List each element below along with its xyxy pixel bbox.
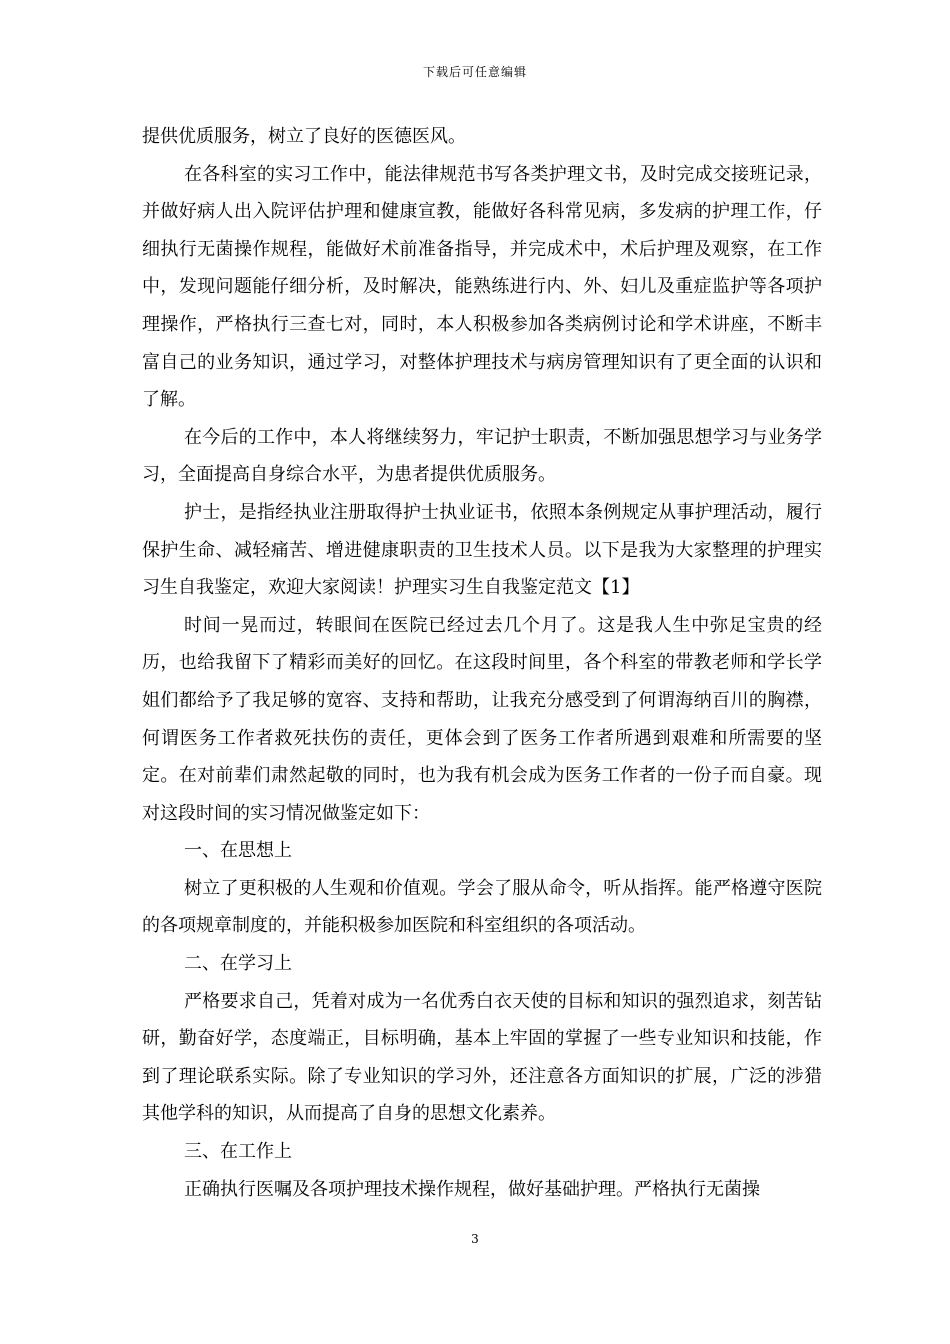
paragraph-future-work: 在今后的工作中，本人将继续努力，牢记护士职责，不断加强思想学习与业务学习，全面提高自身综合水平，为患者提供优质服务。 bbox=[142, 426, 822, 486]
page-header: 下载后可任意编辑 bbox=[422, 65, 527, 79]
paragraph-time-flies: 时间一晃而过，转眼间在医院已经过去几个月了。这是我人生中弥足宝贵的经历，也给我留下了精彩而美好的回忆。在这段时间里，各个科室的带教老师和学长学姐们都给予了我足够的宽容、支持和帮助，让我充分感受到了何谓海纳百川的胸襟，何谓医务工作者救死扶伤的责任，更体会到了医务工作者所遇到艰难和所需要的坚定。在对前辈们肃然起敬的同时，也为我有机会成为医务工作者的一份子而自豪。现对这段时间的实习情况做鉴定如下： bbox=[142, 614, 822, 824]
paragraph-work: 正确执行医嘱及各项护理技术操作规程，做好基础护理。严格执行无菌操 bbox=[184, 1178, 760, 1200]
page-number: 3 bbox=[471, 1232, 479, 1246]
paragraph-internship-work: 在各科室的实习工作中，能法律规范书写各类护理文书，及时完成交接班记录，并做好病人出入院评估护理和健康宣教，能做好各科常见病，多发病的护理工作，仔细执行无菌操作规程，能做好术前准备指导，并完成术中，术后护理及观察，在工作中，发现问题能仔细分析，及时解决，能熟练进行内、外、妇儿及重症监护等各项护理操作，严格执行三查七对，同时，本人积极参加各类病例讨论和学术讲座，不断丰富自己的业务知识，通过学习，对整体护理技术与病房管理知识有了更全面的认识和了解。 bbox=[142, 163, 822, 411]
paragraph-thought: 树立了更积极的人生观和价值观。学会了服从命令，听从指挥。能严格遵守医院的各项规章制度的，并能积极参加医院和科室组织的各项活动。 bbox=[142, 877, 822, 937]
section-heading-thought: 一、在思想上 bbox=[184, 840, 292, 862]
paragraph-study: 严格要求自己，凭着对成为一名优秀白衣天使的目标和知识的强烈追求，刻苦钻研，勤奋好学，态度端正，目标明确，基本上牢固的掌握了一些专业知识和技能，作到了理论联系实际。除了专业知识的学习外，还注意各方面知识的扩展，广泛的涉猎其他学科的知识，从而提高了自身的思想文化素养。 bbox=[142, 990, 822, 1125]
section-heading-work: 三、在工作上 bbox=[184, 1141, 292, 1163]
section-heading-study: 二、在学习上 bbox=[184, 953, 292, 975]
paragraph-nurse-definition: 护士，是指经执业注册取得护士执业证书，依照本条例规定从事护理活动，履行保护生命、减轻痛苦、增进健康职责的卫生技术人员。以下是我为大家整理的护理实习生自我鉴定，欢迎大家阅读！护理实习生自我鉴定范文【1】 bbox=[142, 501, 822, 599]
document-body bbox=[142, 118, 822, 1208]
paragraph-continuation: 提供优质服务，树立了良好的医德医风。 bbox=[142, 126, 466, 147]
